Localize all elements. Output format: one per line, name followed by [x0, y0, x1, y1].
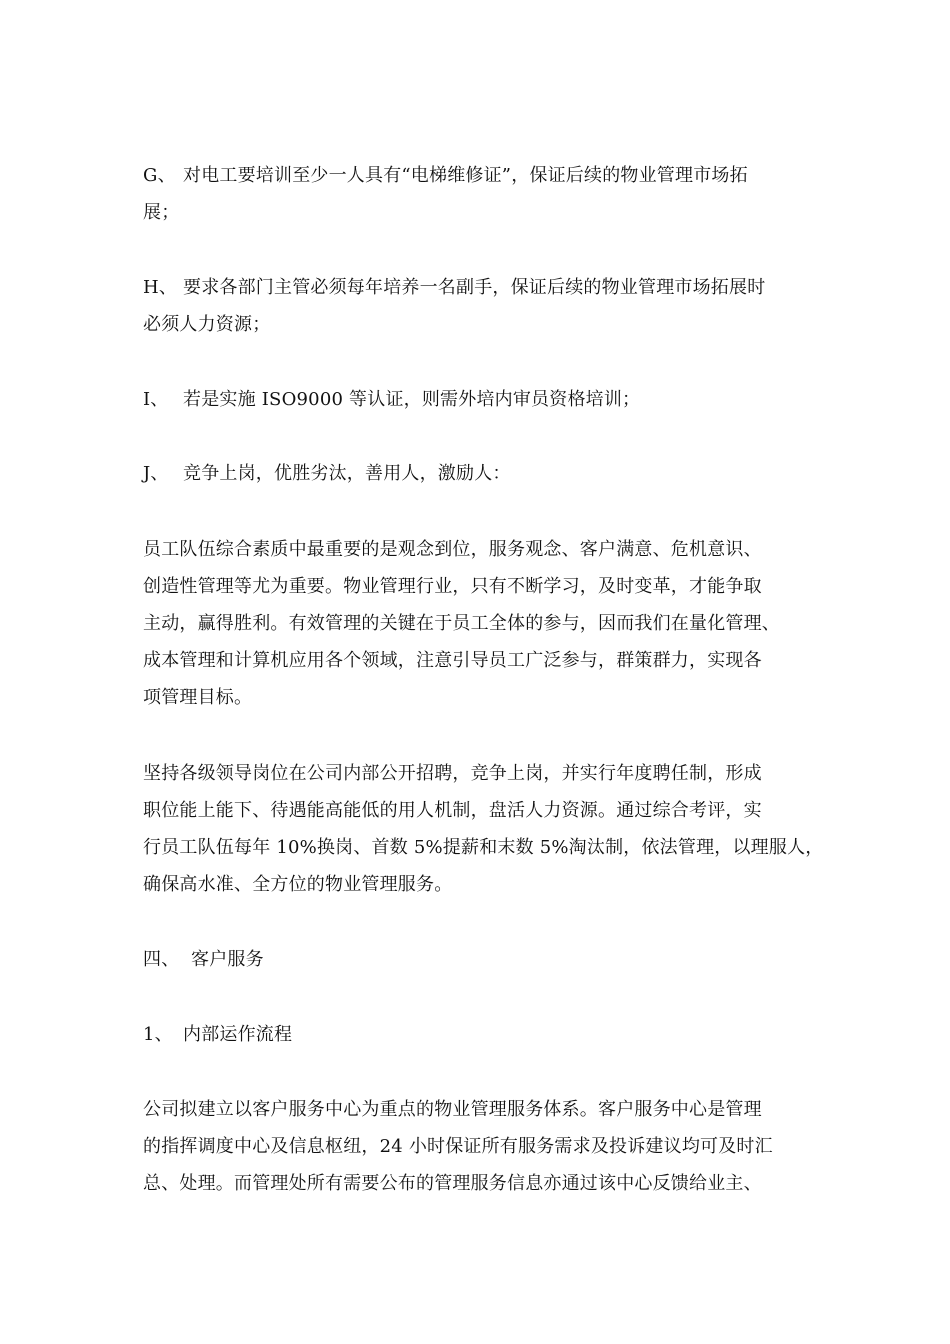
paragraph-line: 主动，赢得胜利。有效管理的关键在于员工全体的参与，因而我们在量化管理、	[143, 613, 780, 634]
paragraph-line: 项管理目标。	[143, 687, 253, 708]
list-item-text: 要求各部门主管必须每年培养一名副手，保证后续的物业管理市场拓展时	[183, 277, 766, 298]
list-item-text: 竞争上岗，优胜劣汰，善用人，激励人：	[183, 463, 511, 484]
subsection-heading	[143, 1024, 292, 1046]
paragraph-line: 职位能上能下、待遇能高能低的用人机制，盘活人力资源。通过综合考评，实	[143, 800, 762, 821]
list-item-text: 必须人力资源；	[143, 314, 271, 335]
list-item-text: 若是实施 ISO9000 等认证，则需外培内审员资格培训；	[183, 389, 641, 410]
subsection-marker: 1、	[143, 1024, 173, 1045]
list-marker: H、	[143, 277, 178, 298]
paragraph-line: 公司拟建立以客户服务中心为重点的物业管理服务体系。客户服务中心是管理	[143, 1099, 762, 1120]
paragraph-line: 确保高水准、全方位的物业管理服务。	[143, 874, 453, 895]
section-title: 客户服务	[191, 949, 264, 970]
list-marker: I、	[143, 389, 169, 410]
list-item-i	[143, 389, 640, 411]
subsection-title: 内部运作流程	[183, 1024, 293, 1045]
list-item-text: 展；	[143, 202, 180, 223]
list-item-text: 对电工要培训至少一人具有“电梯维修证”，保证后续的物业管理市场拓	[183, 165, 748, 186]
list-item-j	[143, 463, 511, 485]
paragraph-line: 坚持各级领导岗位在公司内部公开招聘，竞争上岗，并实行年度聘任制，形成	[143, 763, 762, 784]
section-heading	[143, 949, 264, 971]
section-marker: 四、	[143, 949, 180, 970]
list-item-g-continuation	[143, 202, 179, 224]
paragraph-line: 员工队伍综合素质中最重要的是观念到位，服务观念、客户满意、危机意识、	[143, 539, 762, 560]
list-item-g	[143, 165, 748, 187]
list-item-h-continuation	[143, 314, 270, 336]
paragraph-line: 的指挥调度中心及信息枢纽，24 小时保证所有服务需求及投诉建议均可及时汇	[143, 1136, 773, 1157]
paragraph-line: 创造性管理等尤为重要。物业管理行业，只有不断学习，及时变革，才能争取	[143, 576, 762, 597]
list-marker: J、	[143, 463, 169, 484]
paragraph-line: 总、处理。而管理处所有需要公布的管理服务信息亦通过该中心反馈给业主、	[143, 1173, 762, 1194]
list-item-h	[143, 277, 765, 299]
paragraph-line: 成本管理和计算机应用各个领域，注意引导员工广泛参与，群策群力，实现各	[143, 650, 762, 671]
paragraph-line: 行员工队伍每年 10%换岗、首数 5%提薪和末数 5%淘汰制，依法管理，以理服人，	[143, 837, 824, 858]
list-marker: G、	[143, 165, 176, 186]
